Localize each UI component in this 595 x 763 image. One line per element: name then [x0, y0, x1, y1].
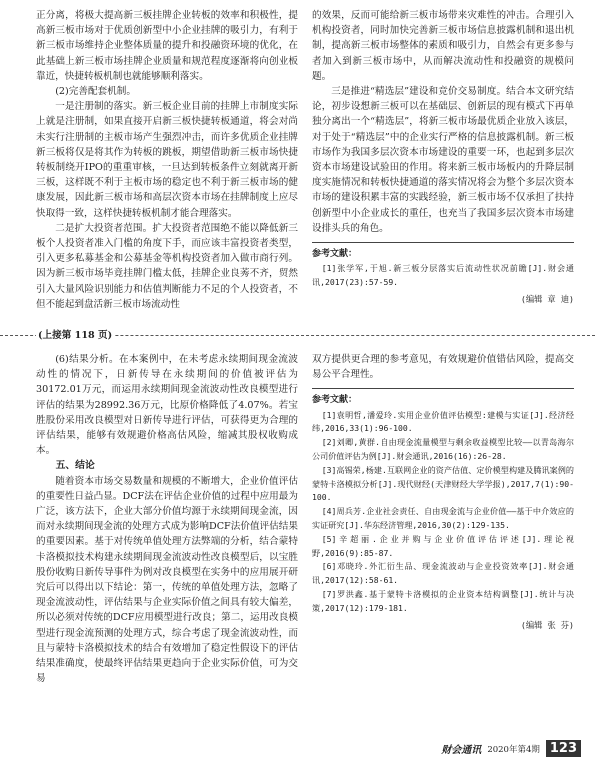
reference-item: [1]袁明哲,潘爱玲.实用企业价值评估模型:建模与实证[J].经济经纬,2016,33(1):96-100.: [312, 409, 574, 434]
editor-note: (编辑 章 迪): [520, 293, 574, 304]
reference-item: [7]罗洪鑫.基于蒙特卡洛模拟的企业资本结构调整[J].统计与决策,2017(12):179-181.: [312, 588, 574, 613]
references-title: 参考文献：: [312, 249, 358, 260]
reference-item: [6]邓晓玲.外汇衍生品、现金流波动与企业投资效率[J].财会通讯,2017(12):58-61.: [312, 561, 574, 586]
section-heading: 五、结论: [55, 460, 95, 472]
paragraph: 三是推进“精选层”建设和竞价交易制度。结合本文研究结论，初步设想新三板可以在基础层、创新层的现有模式下再单独分离出一个“精选层”，将新三板市场最优质企业放入该层，对于处于“精选层”中的企业实行严格的信息披露机制。新三板市场作为我国多层次资本市场建设的重要一环，也起到多层次资本市场建设试验田的作用。将来新三板市场板内的升降层制度实施情况和转板快捷通道的落实情况将会为整个多层次资本市场的建设积累丰富的实践经验，新三板市场不仅承担了扶持创新型中小企业成长的重任，也充当了我国多层次资本市场建设排头兵的角色。: [312, 86, 574, 234]
paragraph: 正分离，将极大提高新三板挂牌企业转板的效率和积极性，提高新三板市场对于优质创新型中小企业挂牌的吸引力，有利于新三板市场维持企业整体质量的提升和投融资环境的优化，在此基础上新三板市场挂牌企业质量和规范程度逐渐将向创业板靠近，快捷转板机制也就能够顺利落实。: [36, 10, 298, 82]
editor-note: (编辑 张 芬): [520, 619, 574, 630]
paragraph: 二是扩大投资者范围。扩大投资者范围绝不能以降低新三板个人投资者准入门槛的角度下手，而应该丰富投资者类型，引入更多私募基金和公募基金等机构投资者加入做市商行列。因为新三板市场毕竟挂牌门槛太低，挂牌企业良莠不齐，贸然引入大量风险识别能力和估值判断能力不足的个人投资者，不但不能起到盘活新三板市场流动性: [36, 222, 298, 310]
reference-item: [1]张学军,于旭.新三板分层落实后流动性状况前瞻[J].财会通讯,2017(23):57-59.: [312, 263, 574, 288]
references-title: 参考文献：: [312, 395, 358, 406]
section2-left-column: [36, 352, 298, 686]
paragraph: 双方提供更合理的参考意见，有效规避价值错估风险，提高交易公平合理性。: [312, 354, 574, 381]
reference-item: [2]刘卿,黄群.自由现金流量模型与剩余收益模型比较——以青岛海尔公司价值评估为例[J].财会通讯,2016(16):26-28.: [312, 437, 574, 461]
continuation-label: (上接第 118 页): [36, 327, 114, 341]
reference-item: [3]高锡荣,杨建.互联网企业的资产估值、定价模型构建及腾讯案例的蒙特卡洛模拟分析[J].现代财经(天津财经大学学报),2017,7(1):90-100.: [312, 464, 574, 503]
issue-label: 2020年第4期: [487, 744, 540, 755]
section1-left-column: [36, 8, 298, 312]
section2-right-column: [312, 352, 574, 632]
magazine-name: 财会通讯: [441, 745, 482, 756]
paragraph: 的效果，反而可能给新三板市场带来灾难性的冲击。合理引入机构投资者，同时加快完善新三板市场信息披露机制和退出机制，提高新三板市场整体的素质和吸引力，自然会有更多参与者加入到新三板市场中，从而解决流动性和投融资的规模问题。: [312, 10, 574, 82]
page-footer: [441, 740, 581, 757]
page-number: 123: [546, 740, 581, 757]
reference-item: [5]辛超丽.企业并购与企业价值评估评述[J].理论视野,2016(9):85-87.: [312, 533, 574, 558]
reference-item: [4]周兵芳.企业社会责任、自由现金流与企业价值——基于中介效应的实证研究[J].华东经济管理,2016,30(2):129-135.: [312, 506, 574, 530]
paragraph: 一是注册制的落实。新三板企业目前的挂牌上市制度实际上就是注册制，如果直接开启新三板快捷转板通道，将会对尚未实行注册制的主板市场产生强烈冲击，而许多优质企业挂牌新三板将仅是将其作为转板的跳板，期望借助新三板市场快捷转板制绕开IPO的重重审核，一旦达到转板条件立刻就离开新三板，这样既不利于主板市场的稳定也不利于新三板市场的健康发展，因此新三板市场和高层次资本市场在挂牌制度上应尽快取得一致，这样快捷转板机制才能合理落实。: [36, 101, 298, 219]
section1-references: [312, 242, 574, 306]
section1-right-column: [312, 8, 574, 306]
paragraph: (6)结果分析。在本案例中，在未考虑永续期间现金流波动性的情况下，日新传导在永续期间的价值被评估为30172.01万元，而运用永续期间现金流波动性改良模型进行评估的结果为28992.36万元，比原价格降低了4.07%。若宝胜股份采用改良模型对日新传导进行评估，可获得更为合理的评估结果，能够有效规避价格高估风险，缩减其股权收购成本。: [36, 354, 298, 457]
paragraph: (2)完善配套机制。: [55, 86, 136, 98]
paragraph: 随着资本市场交易数量和规模的不断增大，企业价值评估的重要性日益凸显。DCF法在评估企业价值的过程中应用最为广泛，该方法下，企业大部分价值均源于永续期间现金流，因而对永续期间现金流的处理方式成为影响DCF法价值评估结果的重要因素。基于对传统单值处理方法弊端的分析，结合蒙特卡洛模拟技术构建永续期间现金流波动性改良模型后，以宝胜股份收购日新传导事件为例对改良模型在实务中的应用展开研究后可以得出以下结论：第一，传统的单值处理方法，忽略了现金流波动性，评估结果与企业实际价值之间具有较大偏差，所以必须对传统的DCF应用模型进行改良；第二，运用改良模型进行现金流预测的处理方式，综合考虑了现金流波动性，而且与蒙特卡洛模拟技术的结合有效增加了稳定性假设下的评估结果准确度，使最终评估结果更趋向于企业实际价值，可为交易: [36, 475, 298, 685]
section2-references: [312, 388, 574, 631]
